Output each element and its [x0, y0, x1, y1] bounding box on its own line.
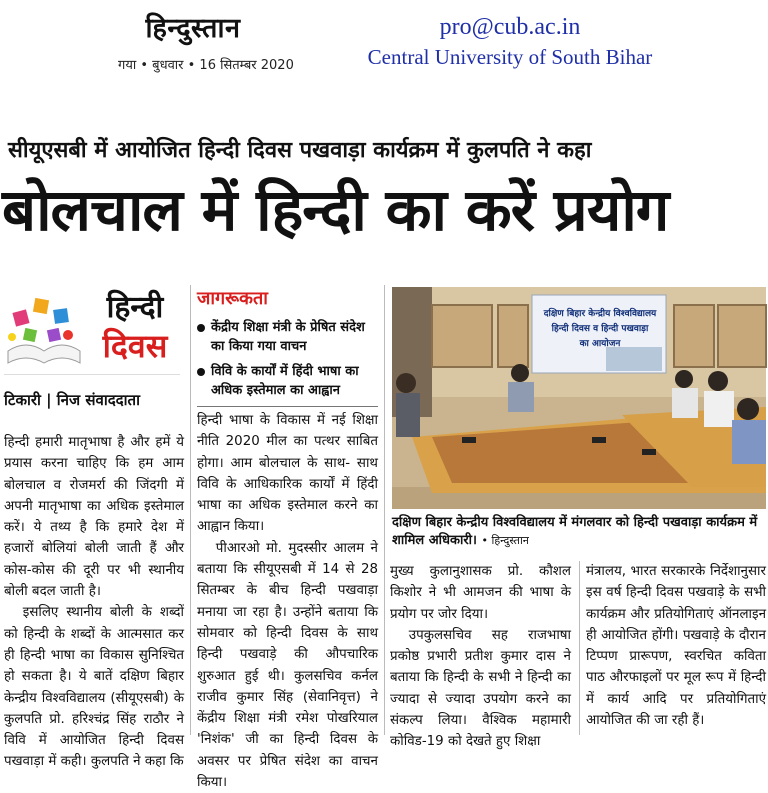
article-column-4	[586, 561, 766, 731]
logo-text	[90, 289, 180, 365]
book-letters-icon	[4, 291, 84, 371]
column-divider	[190, 285, 191, 735]
banner-line1: दक्षिण बिहार केन्द्रीय विश्वविद्यालय	[543, 309, 657, 319]
newspaper-name: हिन्दुस्तान	[145, 13, 241, 44]
caption-text: दक्षिण बिहार केन्द्रीय विश्वविद्यालय में मंगलवार को हिन्दी पखवाड़ा कार्यक्रम में शामिल अधिकारी।	[392, 515, 758, 548]
paragraph: हिन्दी हमारी मातृभाषा है और हमें ये प्रयास करना चाहिए कि हम आम बोलचाल व रोजमर्रा की जिंदगी में अपनी मातृभाषा का अधिक इस्तेमाल करें। ये तथ्य है कि हमारे देश में हजारों बोलियां बोली जाती हैं और कोस-कोस की दूरी पर भी स्थानीय बोली बदल जाती है।	[4, 435, 184, 600]
topline: सीयूएसबी में आयोजित हिन्दी दिवस पखवाड़ा कार्यक्रम में कुलपति ने कहा	[8, 138, 592, 163]
photo-caption	[392, 514, 764, 550]
paragraph: मंत्रालय, भारत सरकारके निर्देशानुसार इस वर्ष हिन्दी दिवस पखवाड़े के सभी कार्यक्रम और प्रतियोगिताएं ऑनलाइन ही आयोजित होंगी। पखवाड़े के दौरान टिप्पण प्रारूपण, स्वरचित कविता पाठ औरफाइलों पर मूल रूप में हिन्दी में कार्य आदि पर प्रतियोगिताएं आयोजित की जा रही हैं।	[586, 564, 766, 729]
highlight-item: केंद्रीय शिक्षा मंत्री के प्रेषित संदेश का किया गया वाचन	[197, 318, 378, 356]
banner-line2: हिन्दी दिवस व हिन्दी पखवाड़ा	[551, 324, 649, 334]
credit-block	[330, 14, 690, 70]
highlights-tag: जागरूकता	[197, 288, 268, 309]
headline: बोलचाल में हिन्दी का करें प्रयोग	[2, 176, 669, 244]
credit-email: pro@cub.ac.in	[439, 14, 581, 40]
dateline: गया • बुधवार • 16 सितम्बर 2020	[118, 58, 294, 73]
paragraph: पीआरओ मो. मुदस्सीर आलम ने बताया कि सीयूएसबी में 14 से 28 सितम्बर के बीच हिन्दी पखवाड़ा मनाया जा रहा है। उन्होंने बताया कि सोमवार को हिन्दी दिवस के साथ हिन्दी पखवाड़े की औपचारिक शुरुआत हुई थी। कुलसचिव कर्नल राजीव कुमार सिंह (सेवानिवृत्त) ने केंद्रीय शिक्षा मंत्री रमेश पोखरियाल 'निशंक' जी का हिन्दी दिवस के अवसर पर प्रेषित संदेश का वाचन किया।	[197, 540, 378, 791]
byline: टिकारी | निज संवाददाता	[4, 391, 140, 409]
paragraph: इसलिए स्थानीय बोली के शब्दों को हिन्दी के शब्दों के आत्मसात कर ही हिन्दी भाषा का विकास सुनिश्चित हो सकता है। ये बातें दक्षिण बिहार केन्द्रीय विश्वविद्यालय (सीयूएसबी) के कुलपति प्रो. हरिश्चंद्र सिंह राठौर ने विवि में आयोजित हिन्दी दिवस पखवाड़ा में कही। कुलपति ने कहा कि	[4, 605, 184, 770]
credit-institution: Central University of South Bihar	[367, 45, 653, 69]
article-column-2	[197, 410, 378, 793]
article-column-1	[4, 432, 184, 773]
highlights-list	[197, 318, 378, 400]
highlight-item: विवि के कार्यों में हिंदी भाषा का अधिक इस्तेमाल का आह्वान	[197, 362, 378, 400]
column-divider	[579, 561, 580, 735]
paragraph: हिन्दी भाषा के विकास में नई शिक्षा नीति 2020 मील का पत्थर साबित होगा। आम बोलचाल के साथ- साथ विवि के आधिकारिक कार्यों में हिंदी भाषा का अधिक इस्तेमाल करने का आह्वान किया।	[197, 413, 378, 535]
banner-line3: का आयोजन	[579, 339, 621, 349]
highlights-box	[197, 286, 378, 407]
caption-source: • हिन्दुस्तान	[481, 534, 529, 547]
news-photo	[392, 287, 766, 509]
article-column-3	[390, 561, 571, 753]
photo-banner	[540, 307, 660, 352]
hindi-diwas-logo	[4, 285, 180, 375]
logo-line2: दिवस	[102, 327, 168, 365]
paragraph: मुख्य कुलानुशासक प्रो. कौशल किशोर ने भी आमजन की भाषा के प्रयोग पर जोर दिया।	[390, 564, 571, 622]
logo-line1: हिन्दी	[106, 290, 164, 325]
highlights-divider	[197, 406, 378, 407]
masthead	[118, 8, 294, 73]
column-divider	[384, 285, 385, 735]
paragraph: उपकुलसचिव सह राजभाषा प्रकोष्ठ प्रभारी प्रतीश कुमार दास ने बताया कि हिन्दी के सभी ने हिन्दी का ज्यादा से ज्यादा उपयोग करने का संकल्प लिया। वैश्विक महामारी कोविड-19 को देखते हुए शिक्षा	[390, 627, 571, 750]
